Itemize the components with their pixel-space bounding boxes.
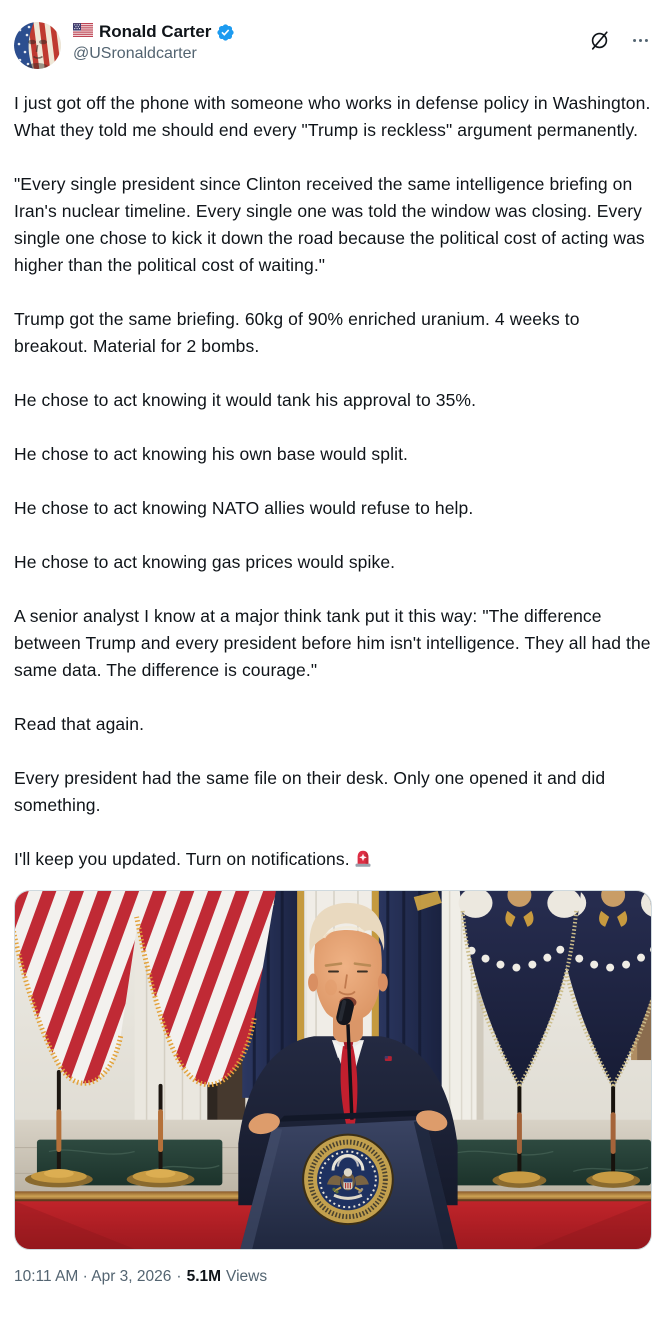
- meta-separator: ·: [176, 1268, 182, 1285]
- author-block: [73, 22, 588, 64]
- views-label: Views: [226, 1268, 268, 1285]
- rotating-light-emoji-icon: [353, 848, 373, 868]
- verified-badge-icon: [216, 23, 235, 42]
- header-actions: [588, 22, 652, 52]
- tweet-paragraph: Read that again.: [14, 714, 145, 734]
- author-name-row[interactable]: [73, 22, 588, 42]
- presidential-seal: [302, 1134, 394, 1225]
- avatar-flag-face-image: [14, 22, 61, 69]
- tweet-paragraph: He chose to act knowing gas prices would spike.: [14, 552, 396, 572]
- tweet-text: [14, 90, 652, 873]
- tweet-paragraph: He chose to act knowing it would tank his approval to 35%.: [14, 390, 477, 410]
- views-count: 5.1M: [186, 1268, 222, 1285]
- tweet-paragraph: "Every single president since Clinton received the same intelligence briefing on Iran's nuclear timeline. Every single one was told the window was closing. Every single one chose to kick it down the road because the political cost of acting was higher than the political cost of waiting.": [14, 174, 645, 275]
- tweet-paragraph: He chose to act knowing NATO allies would refuse to help.: [14, 498, 474, 518]
- more-button[interactable]: [631, 31, 650, 50]
- avatar[interactable]: [14, 22, 61, 69]
- tweet-meta: [14, 1267, 652, 1301]
- grok-actions-button[interactable]: [588, 29, 611, 52]
- tweet-header: [14, 0, 652, 69]
- grok-icon: [588, 29, 611, 52]
- author-handle[interactable]: @USronaldcarter: [73, 45, 197, 62]
- tweet-paragraph: I just got off the phone with someone who works in defense policy in Washington. What they told me should end every "Trump is reckless" argument permanently.: [14, 93, 651, 140]
- tweet-paragraph: A senior analyst I know at a major think tank put it this way: "The difference between Trump and every president before him isn't intelligence. They all had the same data. The difference is courage.": [14, 606, 651, 680]
- tweet-paragraph: He chose to act knowing his own base would split.: [14, 444, 409, 464]
- tweet-paragraph: [14, 846, 652, 873]
- tweet-paragraph: Trump got the same briefing. 60kg of 90% enriched uranium. 4 weeks to breakout. Material for 2 bombs.: [14, 309, 580, 356]
- author-name: Ronald Carter: [99, 22, 212, 41]
- trump-podium-photo: [15, 891, 651, 1249]
- tweet-photo[interactable]: [14, 890, 652, 1250]
- timestamp[interactable]: 10:11 AM · Apr 3, 2026: [14, 1268, 172, 1285]
- ellipsis-icon: [631, 31, 650, 50]
- tweet-paragraph-text: I'll keep you updated. Turn on notifications.: [14, 849, 350, 869]
- tweet-paragraph: Every president had the same file on their desk. Only one opened it and did something.: [14, 768, 606, 815]
- us-flag-emoji: [73, 23, 93, 42]
